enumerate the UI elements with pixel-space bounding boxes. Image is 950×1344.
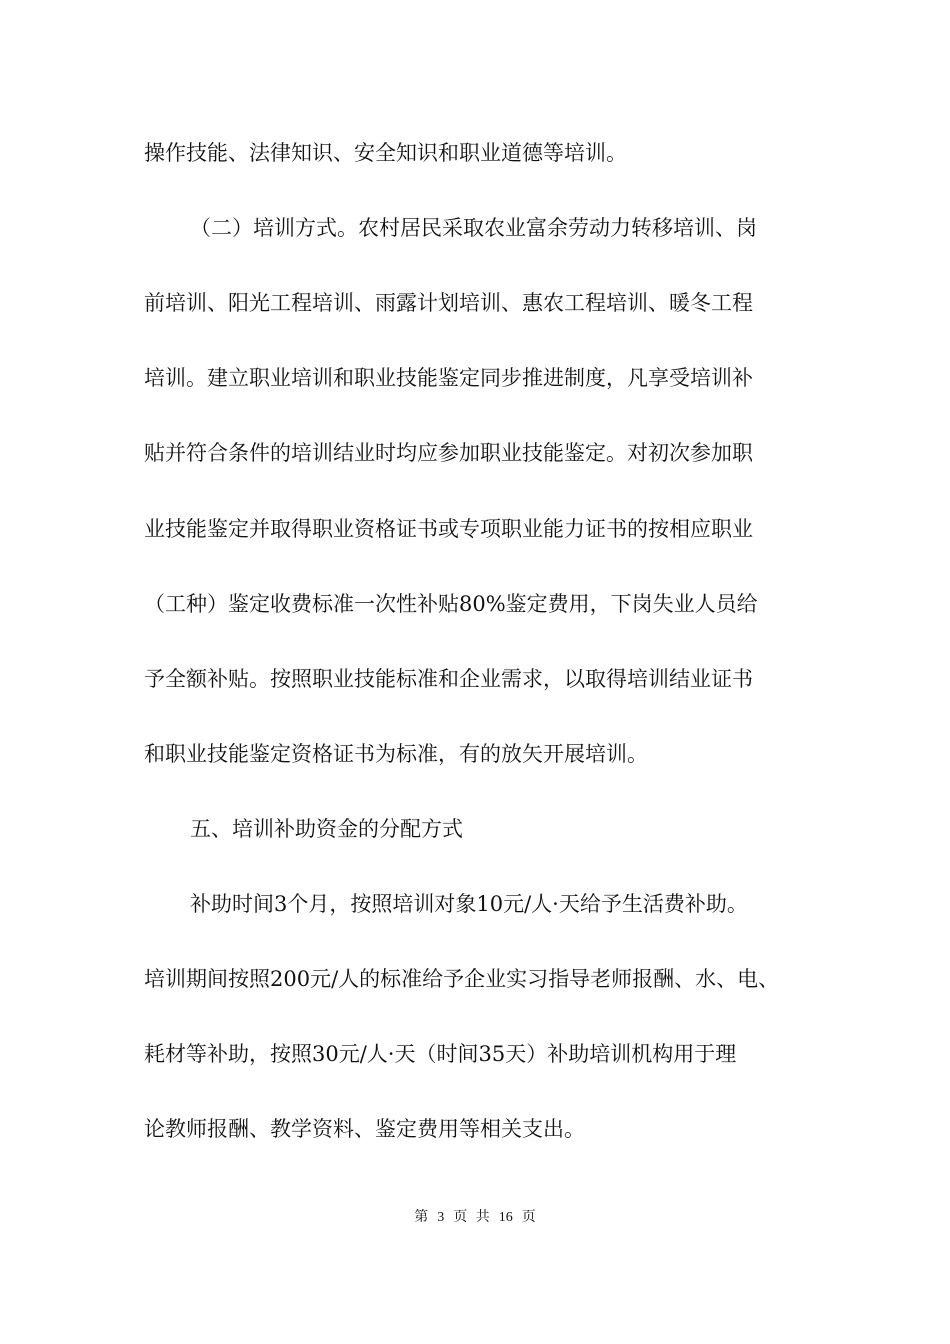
paragraph-line: 补助时间3个月，按照培训对象10元/人·天给予生活费补助。 xyxy=(190,892,748,916)
paragraph-line: （二）培训方式。农村居民采取农业富余劳动力转移培训、岗 xyxy=(190,216,757,240)
footer-page-unit: 页 xyxy=(453,1209,468,1225)
paragraph-line: 业技能鉴定并取得职业资格证书或专项职业能力证书的按相应职业 xyxy=(144,517,753,541)
footer-page-label: 第 xyxy=(414,1209,429,1225)
footer-total-pages: 16 xyxy=(498,1210,513,1225)
paragraph-line: 操作技能、法律知识、安全知识和职业道德等培训。 xyxy=(144,141,627,165)
footer-total-label: 共 xyxy=(475,1209,490,1225)
paragraph-line: 予全额补贴。按照职业技能标准和企业需求，以取得培训结业证书 xyxy=(144,667,753,691)
paragraph-line: 耗材等补助，按照30元/人·天（时间35天）补助培训机构用于理 xyxy=(144,1042,737,1066)
paragraph-line: 和职业技能鉴定资格证书为标准，有的放矢开展培训。 xyxy=(144,742,648,766)
page-footer xyxy=(0,1207,950,1228)
footer-current-page: 3 xyxy=(437,1210,445,1225)
paragraph-line: （工种）鉴定收费标准一次性补贴80%鉴定费用，下岗失业人员给 xyxy=(144,592,758,616)
paragraph-line: 培训期间按照200元/人的标准给予企业实习指导老师报酬、水、电、 xyxy=(144,967,780,991)
paragraph-line: 培训。建立职业培训和职业技能鉴定同步推进制度，凡享受培训补 xyxy=(144,366,753,390)
footer-total-unit: 页 xyxy=(521,1209,536,1225)
paragraph-line: 前培训、阳光工程培训、雨露计划培训、惠农工程培训、暖冬工程 xyxy=(144,291,753,315)
paragraph-line: 论教师报酬、教学资料、鉴定费用等相关支出。 xyxy=(144,1117,585,1141)
section-heading: 五、培训补助资金的分配方式 xyxy=(190,817,463,841)
paragraph-line: 贴并符合条件的培训结业时均应参加职业技能鉴定。对初次参加职 xyxy=(144,441,753,465)
